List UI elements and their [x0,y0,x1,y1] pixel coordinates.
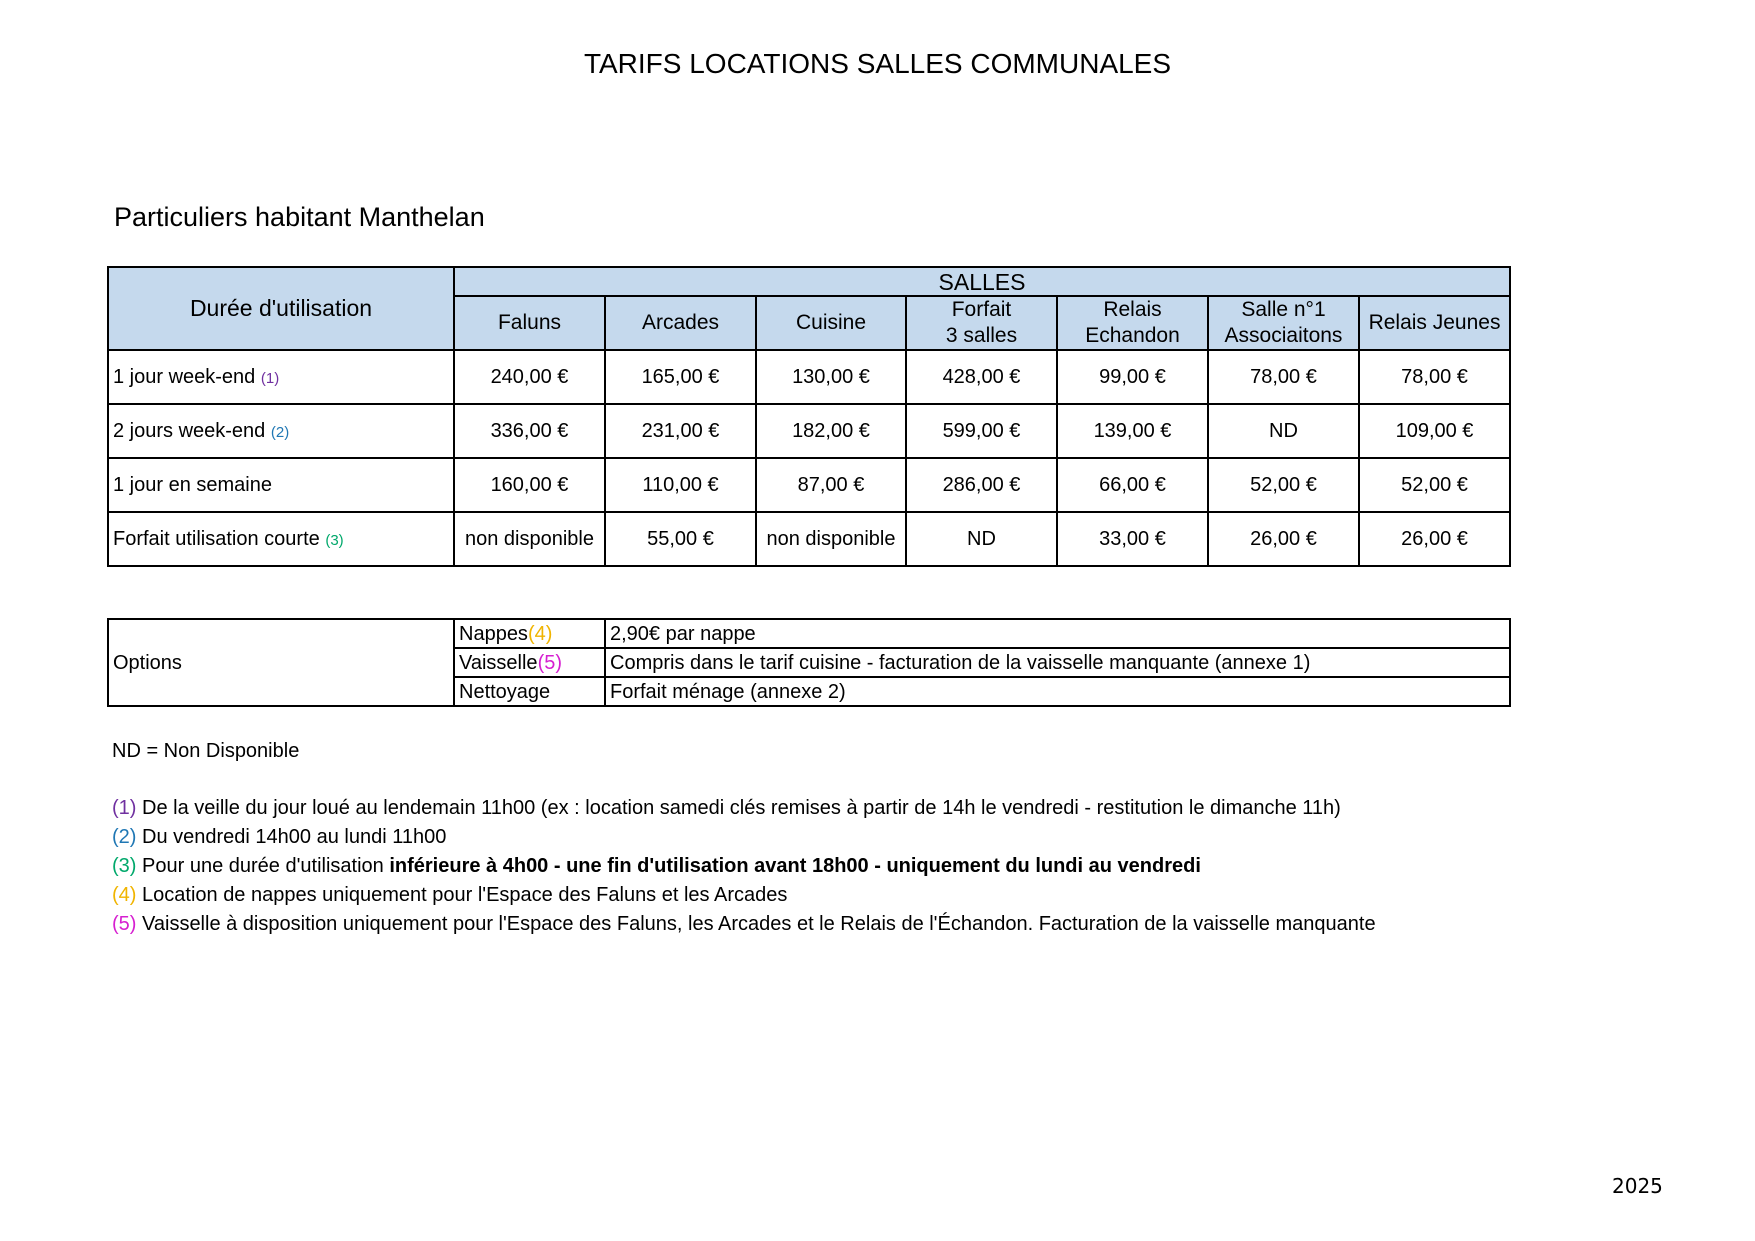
options-table [107,618,1511,707]
column-header: Forfait 3 salles [906,296,1057,350]
options-label: Options [108,619,454,706]
footnote-text: Du vendredi 14h00 au lundi 11h00 [142,826,447,848]
price-cell: 52,00 € [1359,458,1510,512]
price-cell: 87,00 € [756,458,906,512]
footnote-marker: (1) [112,797,137,819]
tariff-table [107,266,1511,567]
price-cell: ND [906,512,1057,566]
footnote-marker: (5) [112,913,137,935]
footnote [112,826,446,849]
price-cell: 99,00 € [1057,350,1208,404]
column-header: Relais Jeunes [1359,296,1510,350]
price-cell: 182,00 € [756,404,906,458]
price-cell: 109,00 € [1359,404,1510,458]
footnote [112,884,787,907]
price-cell: 66,00 € [1057,458,1208,512]
price-cell: 52,00 € [1208,458,1359,512]
price-cell: 33,00 € [1057,512,1208,566]
table-row [108,512,1510,566]
price-cell: 599,00 € [906,404,1057,458]
option-name-text: Vaisselle [459,651,538,674]
price-cell: 139,00 € [1057,404,1208,458]
price-cell: 55,00 € [605,512,756,566]
price-cell: 26,00 € [1208,512,1359,566]
row-label [108,458,454,512]
price-cell: non disponible [454,512,605,566]
footnote-marker: (5) [537,651,563,674]
footnote-text: Location de nappes uniquement pour l'Espace des Faluns et les Arcades [142,884,788,906]
page-title: TARIFS LOCATIONS SALLES COMMUNALES [583,48,1172,79]
price-cell: 428,00 € [906,350,1057,404]
footnote-marker: (2) [270,423,290,441]
price-cell: 110,00 € [605,458,756,512]
footnote [112,913,1376,936]
footnote-marker: (3) [112,855,137,877]
column-header: Relais Echandon [1057,296,1208,350]
footnote-text: Vaisselle à disposition uniquement pour l'Espace des Faluns, les Arcades et le Relais de l'Échandon. Facturation de la vaisselle manquante [142,913,1376,935]
footnote [112,797,1341,820]
footnote-marker: (2) [112,826,137,848]
row-label [108,512,454,566]
row-label-text: 1 jour week-end [113,365,256,388]
price-cell: non disponible [756,512,906,566]
price-cell: ND [1208,404,1359,458]
row-label [108,350,454,404]
table-row [108,350,1510,404]
price-cell: 160,00 € [454,458,605,512]
price-cell: 78,00 € [1208,350,1359,404]
column-header: Faluns [454,296,605,350]
row-label-text: 2 jours week-end [113,419,266,442]
option-description: 2,90€ par nappe [605,619,1510,648]
duration-header: Durée d'utilisation [108,267,454,350]
option-description: Compris dans le tarif cuisine - facturation de la vaisselle manquante (annexe 1) [605,648,1510,677]
row-label-text: 1 jour en semaine [113,473,272,496]
footnote-marker: (1) [260,369,280,387]
price-cell: 286,00 € [906,458,1057,512]
footnote-marker: (4) [527,622,553,645]
column-header: Salle n°1 Associaitons [1208,296,1359,350]
option-name [454,619,605,648]
price-cell: 231,00 € [605,404,756,458]
salles-header: SALLES [454,267,1510,296]
footnote-bold-text: inférieure à 4h00 - une fin d'utilisation avant 18h00 - uniquement du lundi au vendredi [389,855,1201,877]
column-header: Arcades [605,296,756,350]
price-cell: 240,00 € [454,350,605,404]
year-label: 2025 [1612,1174,1663,1198]
price-cell: 130,00 € [756,350,906,404]
column-header: Cuisine [756,296,906,350]
footnote-marker: (3) [325,531,344,549]
option-name [454,648,605,677]
price-cell: 26,00 € [1359,512,1510,566]
page-subtitle: Particuliers habitant Manthelan [114,202,485,232]
footnote [112,855,1201,878]
table-row [108,404,1510,458]
footnote-marker: (4) [112,884,137,906]
footnote-text: Pour une durée d'utilisation [142,855,384,877]
row-label-text: Forfait utilisation courte [113,527,320,550]
nd-definition: ND = Non Disponible [112,740,300,762]
option-name-text: Nappes [459,622,528,645]
option-description: Forfait ménage (annexe 2) [605,677,1510,706]
price-cell: 336,00 € [454,404,605,458]
footnote-text: De la veille du jour loué au lendemain 11h00 (ex : location samedi clés remises à partir de 14h le vendredi - restitution le dimanche 11h) [142,797,1341,819]
price-cell: 165,00 € [605,350,756,404]
option-name-text: Nettoyage [459,680,551,703]
option-row [108,619,1510,648]
option-name [454,677,605,706]
table-row [108,458,1510,512]
row-label [108,404,454,458]
price-cell: 78,00 € [1359,350,1510,404]
